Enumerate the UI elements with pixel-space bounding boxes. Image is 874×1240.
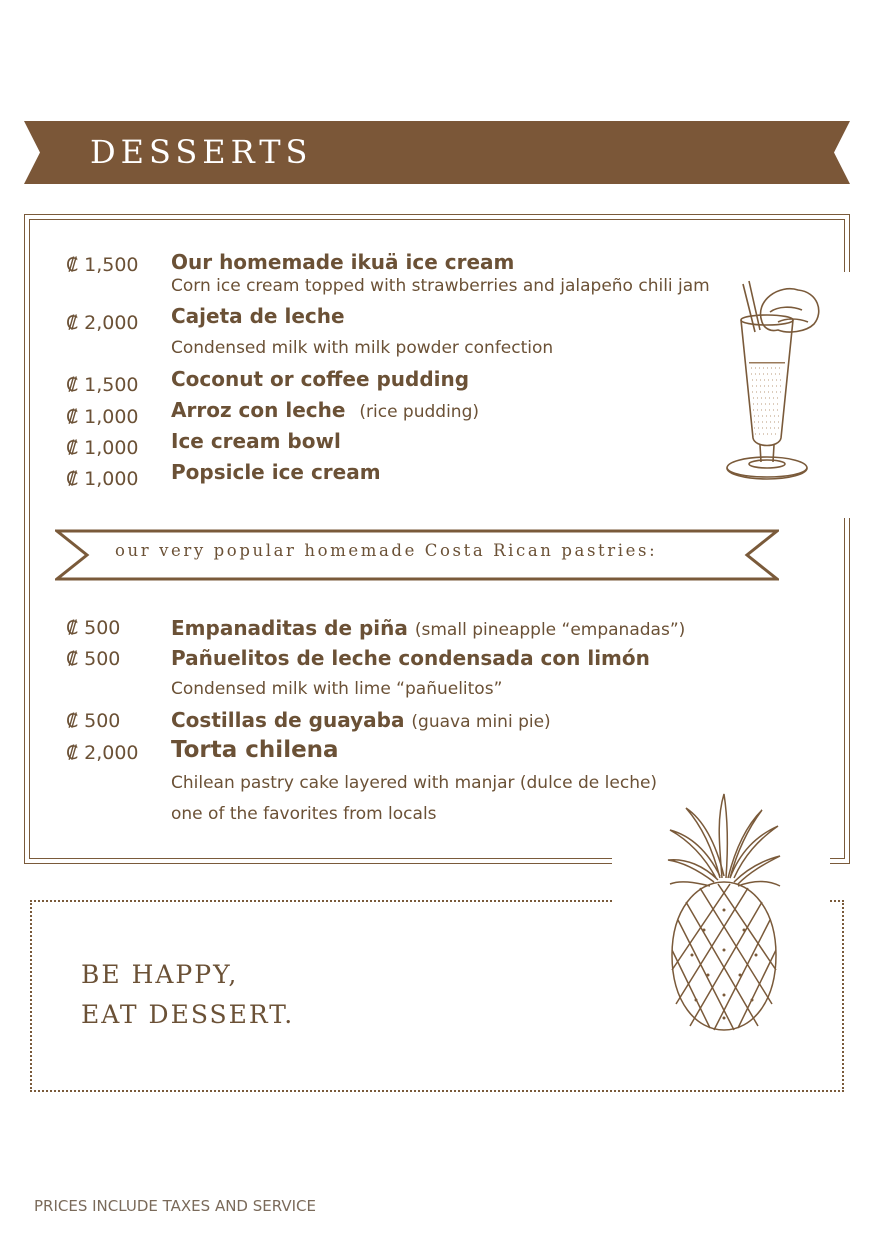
item-name: Arroz con leche [171,398,346,422]
item-price: ₡ 2,000 [66,312,139,334]
item-note: (rice pudding) [359,402,479,422]
milkshake-glass-illustration [722,278,830,493]
item-price: ₡ 2,000 [66,742,139,764]
item-note: (guava mini pie) [411,712,551,732]
item-description: one of the favorites from locals [171,804,437,824]
slogan-line-2: EAT DESSERT. [81,1000,295,1029]
item-price: ₡ 500 [66,617,121,639]
item-name-with-note [171,708,551,732]
item-name-with-note [171,616,685,640]
pastries-heading: our very popular homemade Costa Rican pastries: [115,541,658,560]
item-note: (small pineapple “empanadas”) [414,620,686,640]
page-title: DESSERTS [90,133,313,171]
item-name: Coconut or coffee pudding [171,367,470,391]
item-price: ₡ 1,000 [66,468,139,490]
item-name: Ice cream bowl [171,429,341,453]
item-name: Torta chilena [171,737,339,763]
footer-note: PRICES INCLUDE TAXES AND SERVICE [34,1197,316,1215]
item-name: Empanaditas de piña [171,616,408,640]
item-name: Pañuelitos de leche condensada con limón [171,646,650,670]
item-name-with-note [171,398,479,422]
item-name: Popsicle ice cream [171,460,381,484]
item-price: ₡ 1,000 [66,406,139,428]
item-name: Cajeta de leche [171,304,345,328]
item-description: Chilean pastry cake layered with manjar (dulce de leche) [171,773,658,793]
item-description: Corn ice cream topped with strawberries and jalapeño chili jam [171,276,710,296]
item-price: ₡ 1,000 [66,437,139,459]
item-description: Condensed milk with milk powder confection [171,338,554,358]
item-name: Our homemade ikuä ice cream [171,250,515,274]
item-price: ₡ 1,500 [66,254,139,276]
item-price: ₡ 500 [66,648,121,670]
item-name: Costillas de guayaba [171,708,405,732]
slogan-line-1: BE HAPPY, [81,960,239,989]
pineapple-illustration [664,790,784,1035]
item-price: ₡ 500 [66,710,121,732]
item-price: ₡ 1,500 [66,374,139,396]
item-description: Condensed milk with lime “pañuelitos” [171,679,503,699]
